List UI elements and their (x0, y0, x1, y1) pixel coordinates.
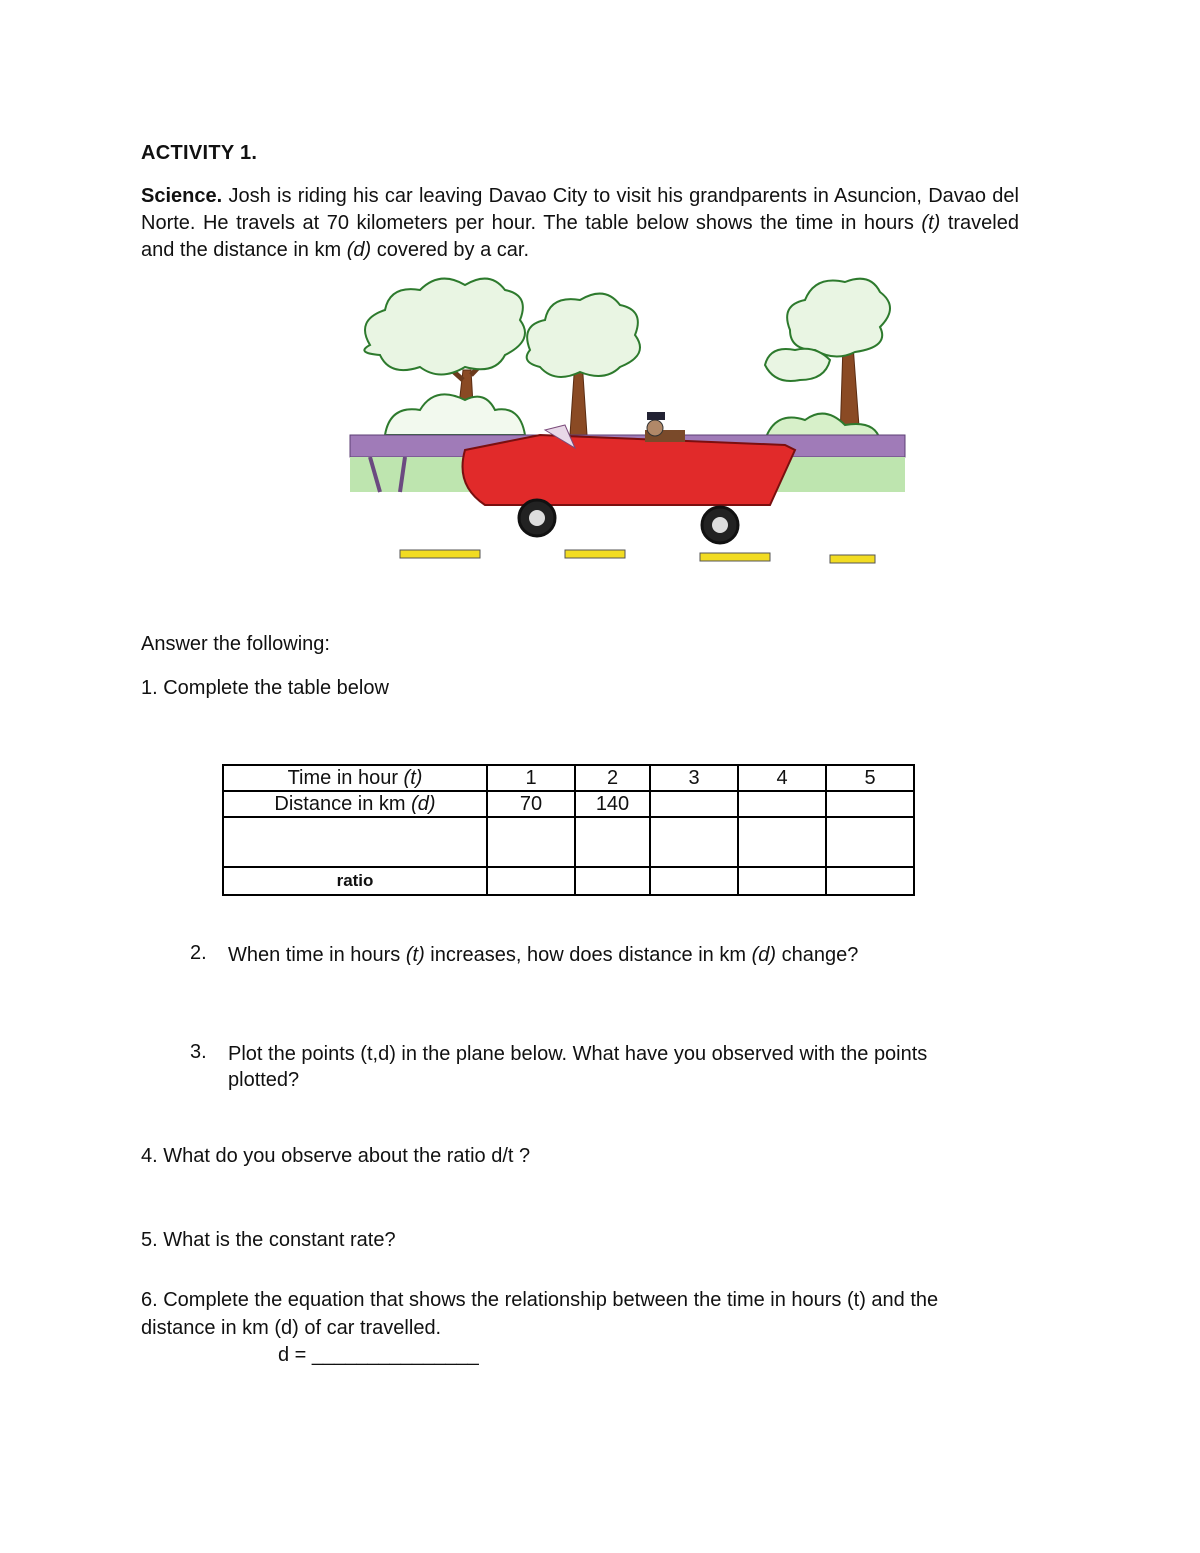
blank-cell[interactable] (826, 817, 914, 867)
table-row (223, 817, 914, 867)
blank-cell[interactable] (650, 817, 738, 867)
row-header-time: Time in hour (t) (223, 765, 487, 791)
intro-d-var: (d) (346, 239, 372, 261)
distance-cell: 70 (487, 791, 575, 817)
question-1: 1. Complete the table below (141, 677, 389, 699)
intro-paragraph (141, 183, 1019, 264)
question-3-number: 3. (190, 1041, 207, 1063)
road-mark (700, 553, 770, 561)
distance-cell[interactable] (650, 791, 738, 817)
ratio-cell[interactable] (487, 867, 575, 895)
activity-title: ACTIVITY 1. (141, 142, 258, 164)
equation-blank[interactable]: d = _______________ (278, 1344, 479, 1366)
blank-cell[interactable] (487, 817, 575, 867)
ratio-cell[interactable] (826, 867, 914, 895)
intro-text-2: traveled and the distance in km (141, 212, 1019, 261)
question-5: 5. What is the constant rate? (141, 1229, 396, 1251)
car-driver-head (647, 420, 663, 436)
answer-prompt: Answer the following: (141, 633, 330, 655)
ratio-cell[interactable] (575, 867, 650, 895)
ratio-cell[interactable] (738, 867, 826, 895)
road-mark (400, 550, 480, 558)
question-3: Plot the points (t,d) in the plane below. What have you observed with the points plotted? (228, 1043, 928, 1091)
time-cell: 3 (650, 765, 738, 791)
intro-t-var: (t) (921, 212, 941, 234)
question-4: 4. What do you observe about the ratio d/t ? (141, 1145, 531, 1167)
row-header-ratio: ratio (223, 867, 487, 895)
distance-cell: 140 (575, 791, 650, 817)
ratio-cell[interactable] (650, 867, 738, 895)
intro-text-1: Josh is riding his car leaving Davao City to visit his grandparents in Asuncion, Davao del Norte. He travels at 70 kilometers per hour. The table below shows the time in hours (141, 185, 1019, 234)
blank-cell[interactable] (575, 817, 650, 867)
intro-text-3: covered by a car. (371, 239, 530, 261)
table-row (223, 765, 914, 791)
distance-cell[interactable] (826, 791, 914, 817)
question-2-number: 2. (190, 942, 207, 964)
subject-label: Science. (141, 185, 223, 207)
road-mark (565, 550, 625, 558)
blank-cell[interactable] (738, 817, 826, 867)
time-distance-table (222, 764, 915, 896)
table-row (223, 867, 914, 895)
question-6: 6. Complete the equation that shows the relationship between the time in hours (t) and the distance in km (d) of car travelled. (141, 1289, 939, 1339)
question-2: When time in hours (t) increases, how does distance in km (d) change? (228, 944, 859, 966)
road-mark (830, 555, 875, 563)
table-row (223, 791, 914, 817)
row-header-distance: Distance in km (d) (223, 791, 487, 817)
time-cell: 1 (487, 765, 575, 791)
time-cell: 5 (826, 765, 914, 791)
blank-cell (223, 817, 487, 867)
time-cell: 4 (738, 765, 826, 791)
car-illustration (325, 270, 930, 585)
distance-cell[interactable] (738, 791, 826, 817)
time-cell: 2 (575, 765, 650, 791)
